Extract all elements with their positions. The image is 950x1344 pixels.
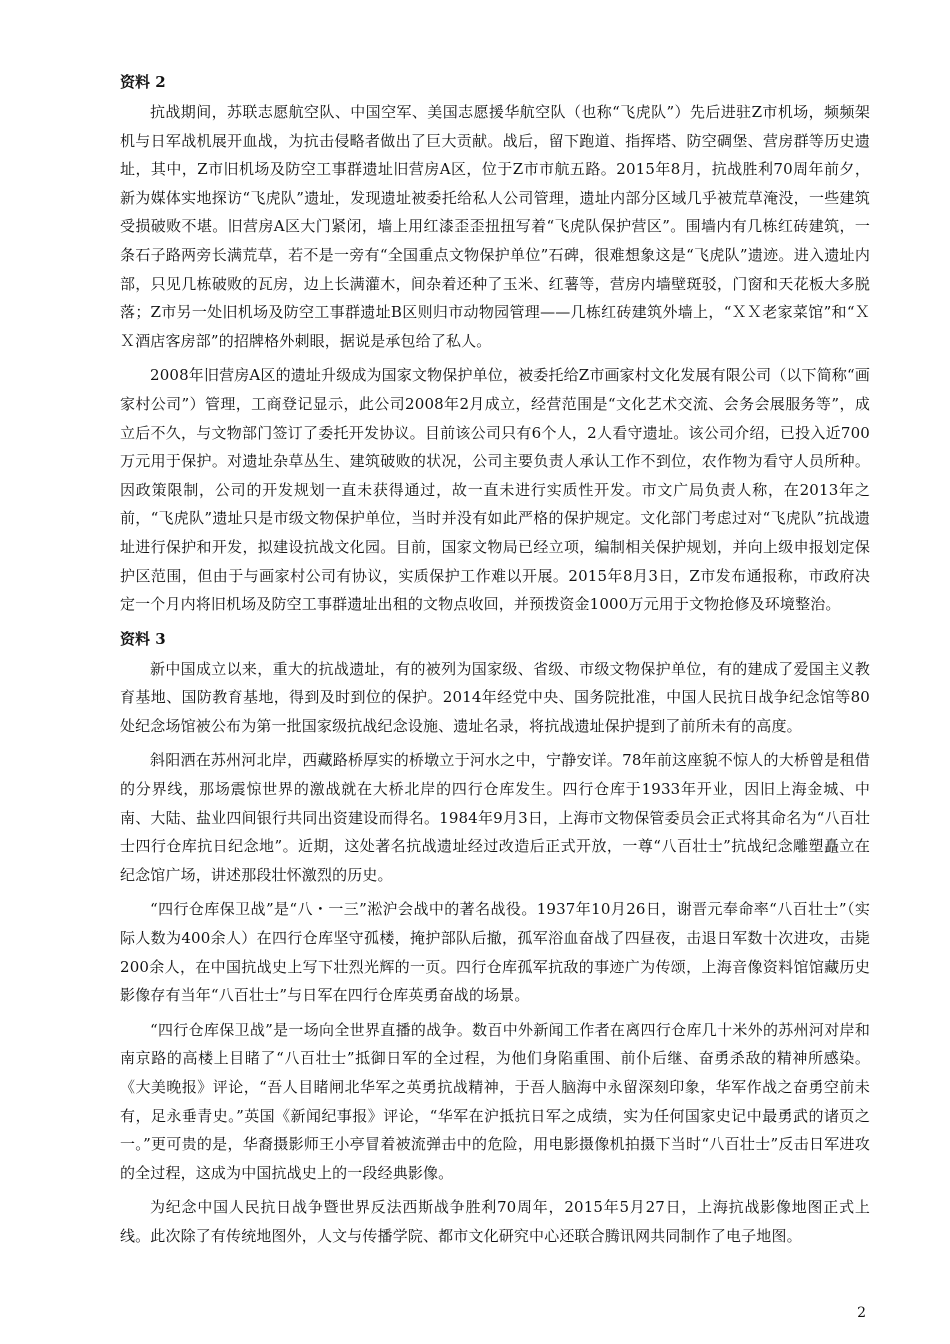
- document-page: [120, 64, 870, 1257]
- paragraph: 新中国成立以来，重大的抗战遗址，有的被列为国家级、省级、市级文物保护单位，有的建成了爱国主义教育基地、国防教育基地，得到及时到位的保护。2014年经党中央、国务院批准，中国人民抗日战争纪念馆等80处纪念场馆被公布为第一批国家级抗战纪念设施、遗址名录，将抗战遗址保护提到了前所未有的高度。: [120, 659, 870, 735]
- section-heading-material-3: 资料 3: [120, 629, 166, 648]
- paragraph: 为纪念中国人民抗日战争暨世界反法西斯战争胜利70周年，2015年5月27日，上海抗战影像地图正式上线。此次除了有传统地图外，人文与传播学院、都市文化研究中心还联合腾讯网共同制作了电子地图。: [120, 1198, 870, 1245]
- page-number: 2: [857, 1305, 866, 1321]
- paragraph: “四行仓库保卫战”是一场向全世界直播的战争。数百中外新闻工作者在离四行仓库几十米外的苏州河对岸和南京路的高楼上目睹了“八百壮士”抵御日军的全过程，为他们身陷重围、前仆后继、奋勇杀敌的精神所感染。《大美晚报》评论，“吾人目睹闸北华军之英勇抗战精神，于吾人脑海中永留深刻印象，华军作战之奋勇空前未有，足永垂青史。”英国《新闻纪事报》评论，“华军在沪抵抗日军之成绩，实为任何国家史记中最勇武的诸页之一。”更可贵的是，华裔摄影师王小亭冒着被流弹击中的危险，用电影摄像机拍摄下当时“八百壮士”反击日军进攻的全过程，这成为中国抗战史上的一段经典影像。: [120, 1020, 870, 1182]
- section-heading-material-2: 资料 2: [120, 73, 166, 91]
- paragraph: 斜阳洒在苏州河北岸，西藏路桥厚实的桥墩立于河水之中，宁静安详。78年前这座貌不惊人的大桥曾是租借的分界线，那场震惊世界的激战就在大桥北岸的四行仓库发生。四行仓库于1933年开业，因旧上海金城、中南、大陆、盐业四间银行共同出资建设而得名。1984年9月3日，上海市文物保管委员会正式将其命名为“八百壮士四行仓库抗日纪念地”。近期，这处著名抗战遗址经过改造后正式开放，一尊“八百壮士”抗战纪念雕塑矗立在纪念馆广场，讲述那段壮怀激烈的历史。: [120, 751, 870, 884]
- paragraph: “四行仓库保卫战”是“八・一三”淞沪会战中的著名战役。1937年10月26日，谢晋元奉命率“八百壮士”（实际人数为400余人）在四行仓库坚守孤楼，掩护部队后撤，孤军浴血奋战了四昼夜，击退日军数十次进攻，击毙200余人，在中国抗战史上写下壮烈光辉的一页。四行仓库孤军抗敌的事迹广为传颂，上海音像资料馆馆藏历史影像存有当年“八百壮士”与日军在四行仓库英勇奋战的场景。: [120, 900, 870, 1005]
- paragraph: 抗战期间，苏联志愿航空队、中国空军、美国志愿援华航空队（也称“飞虎队”）先后进驻Z市机场，频频架机与日军战机展开血战，为抗击侵略者做出了巨大贡献。战后，留下跑道、指挥塔、防空碉堡、营房群等历史遗址，其中，Z市旧机场及防空工事群遗址旧营房A区，位于Z市市航五路。2015年8月，抗战胜利70周年前夕，新为媒体实地探访“飞虎队”遗址，发现遗址被委托给私人公司管理，遗址内部分区域几乎被荒草淹没，一些建筑受损破败不堪。旧营房A区大门紧闭，墙上用红漆歪歪扭扭写着“飞虎队保护营区”。围墙内有几栋红砖建筑，一条石子路两旁长满荒草，若不是一旁有“全国重点文物保护单位”石碑，很难想象这是“飞虎队”遗迹。进入遗址内部，只见几栋破败的瓦房，边上长满灌木，间杂着还种了玉米、红薯等，营房内墙壁斑驳，门窗和天花板大多脱落；Z市另一处旧机场及防空工事群遗址B区则归市动物园管理——几栋红砖建筑外墙上，“ＸＸ老家菜馆”和“ＸＸ酒店客房部”的招牌格外刺眼，据说是承包给了私人。: [120, 103, 870, 350]
- paragraph: 2008年旧营房A区的遗址升级成为国家文物保护单位，被委托给Z市画家村文化发展有限公司（以下简称“画家村公司”）管理，工商登记显示，此公司2008年2月成立，经营范围是“文化艺术交流、会务会展服务等”，成立后不久，与文物部门签订了委托开发协议。目前该公司只有6个人，2人看守遗址。该公司介绍，已投入近700万元用于保护。对遗址杂草丛生、建筑破败的状况，公司主要负责人承认工作不到位，农作物为看守人员所种。因政策限制，公司的开发规划一直未获得通过，故一直未进行实质性开发。市文广局负责人称，在2013年之前，“飞虎队”遗址只是市级文物保护单位，当时并没有如此严格的保护规定。文化部门考虑过对“飞虎队”抗战遗址进行保护和开发，拟建设抗战文化园。目前，国家文物局已经立项，编制相关保护规划，并向上级申报划定保护区范围，但由于与画家村公司有协议，实质保护工作难以开展。2015年8月3日，Z市发布通报称，市政府决定一个月内将旧机场及防空工事群遗址出租的文物点收回，并预拨资金1000万元用于文物抢修及环境整治。: [120, 366, 870, 614]
